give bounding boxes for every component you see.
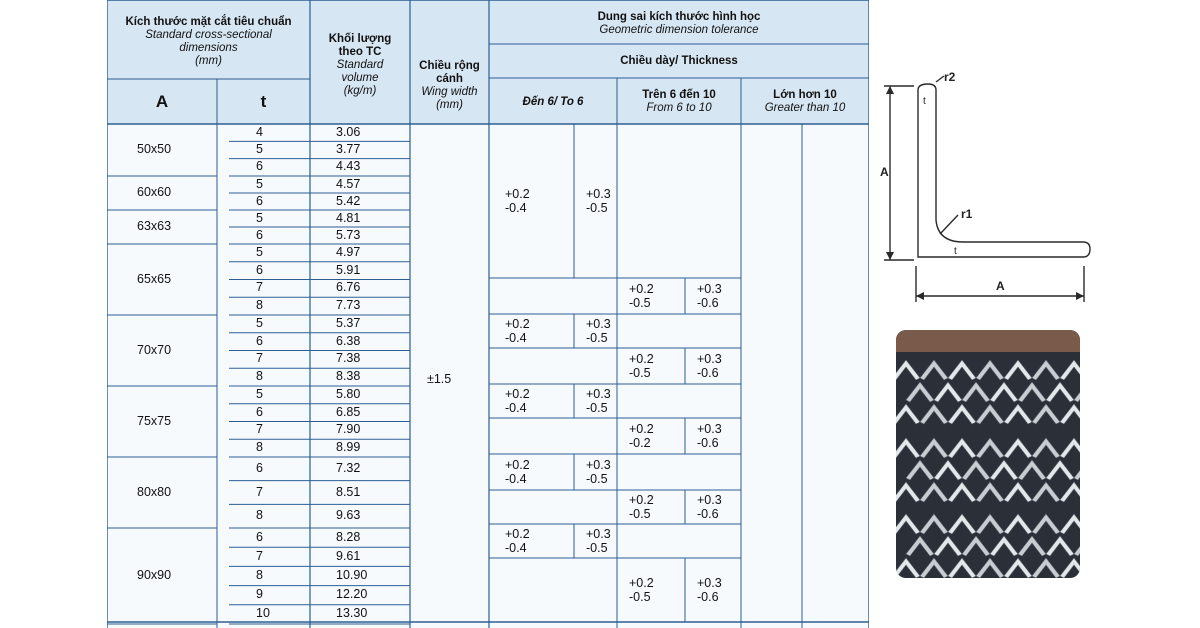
thickness-value: 5 <box>256 142 263 156</box>
header-from6-en: From 6 to 10 <box>646 102 712 114</box>
thickness-value: 8 <box>256 508 263 523</box>
header-thickness <box>489 46 869 76</box>
thickness-value: 8 <box>256 298 263 313</box>
thickness-value: 7 <box>256 548 263 563</box>
tol-plus-b: +0.3 <box>697 352 722 366</box>
thickness-value: 5 <box>256 386 263 401</box>
group-size-a: 90x90 <box>137 568 172 582</box>
thickness-value: 7 <box>256 422 263 437</box>
mass-value: 4.57 <box>336 176 361 191</box>
header-col-t: t <box>260 91 267 111</box>
tol-minus-a: -0.5 <box>629 507 651 521</box>
tol-minus-b: -0.6 <box>697 296 719 310</box>
thickness-value: 8 <box>256 568 263 582</box>
mass-value: 13.30 <box>336 606 368 621</box>
mass-value: 7.90 <box>336 422 361 437</box>
thickness-value: 5 <box>256 176 263 191</box>
thickness-value: 7 <box>256 280 263 295</box>
header-mass <box>310 10 410 120</box>
header-std-dims-unit: (mm) <box>195 55 222 67</box>
header-wing <box>410 48 489 124</box>
mass-value: 3.06 <box>336 124 361 139</box>
mass-value: 4.43 <box>336 159 361 174</box>
header-wing-en: Wing width <box>421 86 478 98</box>
tol-minus-b: -0.5 <box>586 472 608 486</box>
thickness-value: 4 <box>256 124 263 139</box>
diagram-label-t-top: t <box>923 96 926 107</box>
thickness-value: 6 <box>256 460 263 475</box>
header-gt10-vn: Lớn hơn 10 <box>773 89 837 101</box>
thickness-value: 7 <box>256 484 263 499</box>
tol-minus-b: -0.6 <box>697 366 719 380</box>
tol-plus-a: +0.2 <box>629 493 654 507</box>
tol-minus-b: -0.5 <box>586 401 608 415</box>
thickness-value: 6 <box>256 227 263 242</box>
mass-value: 5.37 <box>336 315 361 330</box>
tol-minus-b: -0.5 <box>586 541 608 555</box>
spec-table <box>107 0 869 628</box>
mass-value: 8.51 <box>336 484 361 499</box>
tol-plus-b: +0.3 <box>586 317 611 331</box>
header-mass-vn-2: theo TC <box>338 45 382 58</box>
tol-minus-a: -0.4 <box>505 541 527 555</box>
tol-minus-b: -0.6 <box>697 507 719 521</box>
tol-plus-a: +0.2 <box>629 282 654 296</box>
tol-minus-b: -0.6 <box>697 590 719 604</box>
thickness-value: 8 <box>256 440 263 455</box>
mass-value: 7.38 <box>336 351 361 366</box>
header-from6-vn: Trên 6 đến 10 <box>642 89 716 101</box>
diagram-label-r2: r2 <box>944 72 956 84</box>
mass-value: 10.90 <box>336 568 368 582</box>
mass-value: 6.76 <box>336 280 361 295</box>
tol-minus-a: -0.2 <box>629 436 651 450</box>
header-mass-vn-1: Khối lượng <box>328 32 392 45</box>
mass-value: 5.73 <box>336 227 361 242</box>
tol-plus-b: +0.3 <box>697 576 722 590</box>
group-size-a: 75x75 <box>137 413 172 428</box>
mass-value: 8.38 <box>336 369 361 384</box>
header-wing-vn-1: Chiều rộng <box>419 60 480 72</box>
steel-angles-illustration <box>896 330 1080 578</box>
group-size-a: 80x80 <box>137 484 172 499</box>
group-size-a: 50x50 <box>137 142 172 156</box>
tol-plus-a: +0.2 <box>505 387 530 401</box>
tol-plus-a: +0.2 <box>505 187 530 201</box>
wing-tolerance-value: ±1.5 <box>427 372 452 386</box>
thickness-value: 7 <box>256 351 263 366</box>
header-col-a: A <box>155 91 169 111</box>
diagram-label-a-bottom: A <box>996 279 1005 293</box>
header-tolerance-vn: Dung sai kích thước hình học <box>597 11 761 23</box>
thickness-value: 9 <box>256 587 263 602</box>
thickness-value: 5 <box>256 244 263 259</box>
header-tolerance-en: Geometric dimension tolerance <box>599 24 759 36</box>
header-std-dims <box>107 6 310 78</box>
tol-minus-b: -0.5 <box>586 201 608 215</box>
header-std-dims-vn: Kích thước mặt cắt tiêu chuẩn <box>125 16 292 28</box>
tol-minus-a: -0.4 <box>505 201 527 215</box>
angle-profile-outline <box>918 84 1090 257</box>
tol-plus-b: +0.3 <box>586 458 611 472</box>
header-std-dims-en-1: Standard cross-sectional <box>145 29 272 41</box>
header-from6 <box>617 80 741 124</box>
mass-value: 4.97 <box>336 244 361 259</box>
tol-plus-b: +0.3 <box>586 527 611 541</box>
tol-plus-b: +0.3 <box>697 493 722 507</box>
header-wing-unit: (mm) <box>436 99 463 111</box>
header-gt10 <box>741 80 869 124</box>
tol-minus-a: -0.5 <box>629 296 651 310</box>
diagram-label-t-bottom: t <box>954 246 957 257</box>
mass-value: 9.61 <box>336 548 361 563</box>
thickness-value: 6 <box>256 333 263 348</box>
header-gt10-en: Greater than 10 <box>764 102 846 114</box>
tol-plus-a: +0.2 <box>505 527 530 541</box>
header-to6 <box>489 80 617 124</box>
header-thickness-label: Chiều dày/ Thickness <box>620 54 738 67</box>
diagram-label-a-side: A <box>880 165 889 179</box>
mass-value: 5.42 <box>336 193 361 208</box>
tol-plus-b: +0.3 <box>586 387 611 401</box>
mass-value: 7.32 <box>336 460 361 475</box>
mass-value: 12.20 <box>336 587 368 602</box>
header-wing-vn-2: cánh <box>436 73 463 85</box>
tol-plus-b: +0.3 <box>697 422 722 436</box>
thickness-value: 6 <box>256 159 263 174</box>
header-mass-unit: (kg/m) <box>343 84 377 97</box>
arrow-down-icon <box>886 252 894 260</box>
tol-minus-a: -0.4 <box>505 472 527 486</box>
tol-plus-a: +0.2 <box>629 422 654 436</box>
header-std-dims-en-2: dimensions <box>179 42 238 54</box>
mass-value: 3.77 <box>336 142 361 156</box>
mass-value: 8.99 <box>336 440 361 455</box>
tol-plus-a: +0.2 <box>505 317 530 331</box>
header-mass-en-1: Standard <box>336 58 384 71</box>
tol-minus-a: -0.4 <box>505 331 527 345</box>
thickness-value: 6 <box>256 529 263 544</box>
mass-value: 5.80 <box>336 386 361 401</box>
tol-minus-b: -0.6 <box>697 436 719 450</box>
mass-value: 7.73 <box>336 298 361 313</box>
arrow-right-icon <box>1076 292 1084 300</box>
arrow-up-icon <box>886 86 894 94</box>
thickness-value: 5 <box>256 315 263 330</box>
tol-plus-a: +0.2 <box>629 576 654 590</box>
thickness-value: 5 <box>256 210 263 225</box>
header-to6-label: Đến 6/ To 6 <box>522 95 584 108</box>
tol-minus-a: -0.5 <box>629 366 651 380</box>
tol-plus-b: +0.3 <box>697 282 722 296</box>
arrow-left-icon <box>916 292 924 300</box>
header-mass-en-2: volume <box>341 71 379 84</box>
mass-value: 6.38 <box>336 333 361 348</box>
leader-r2 <box>936 76 944 82</box>
tol-minus-b: -0.5 <box>586 331 608 345</box>
group-size-a: 63x63 <box>137 219 172 233</box>
group-size-a: 60x60 <box>137 185 172 199</box>
diagram-label-r1: r1 <box>961 207 973 221</box>
mass-value: 6.85 <box>336 404 361 419</box>
thickness-value: 6 <box>256 404 263 419</box>
thickness-value: 8 <box>256 369 263 384</box>
mass-value: 4.81 <box>336 210 361 225</box>
leader-r1 <box>940 215 958 234</box>
tol-plus-a: +0.2 <box>505 458 530 472</box>
thickness-value: 6 <box>256 262 263 277</box>
tol-minus-a: -0.5 <box>629 590 651 604</box>
mass-value: 9.63 <box>336 508 361 523</box>
group-size-a: 65x65 <box>137 271 172 286</box>
thickness-value: 6 <box>256 193 263 208</box>
mass-value: 8.28 <box>336 529 361 544</box>
tol-minus-a: -0.4 <box>505 401 527 415</box>
thickness-value: 10 <box>256 606 270 621</box>
tol-plus-a: +0.2 <box>629 352 654 366</box>
steel-angles-photo <box>896 330 1080 578</box>
angle-profile-diagram <box>878 72 1098 307</box>
header-tolerance <box>489 4 869 44</box>
tol-plus-b: +0.3 <box>586 187 611 201</box>
mass-value: 5.91 <box>336 262 361 277</box>
group-size-a: 70x70 <box>137 342 172 357</box>
